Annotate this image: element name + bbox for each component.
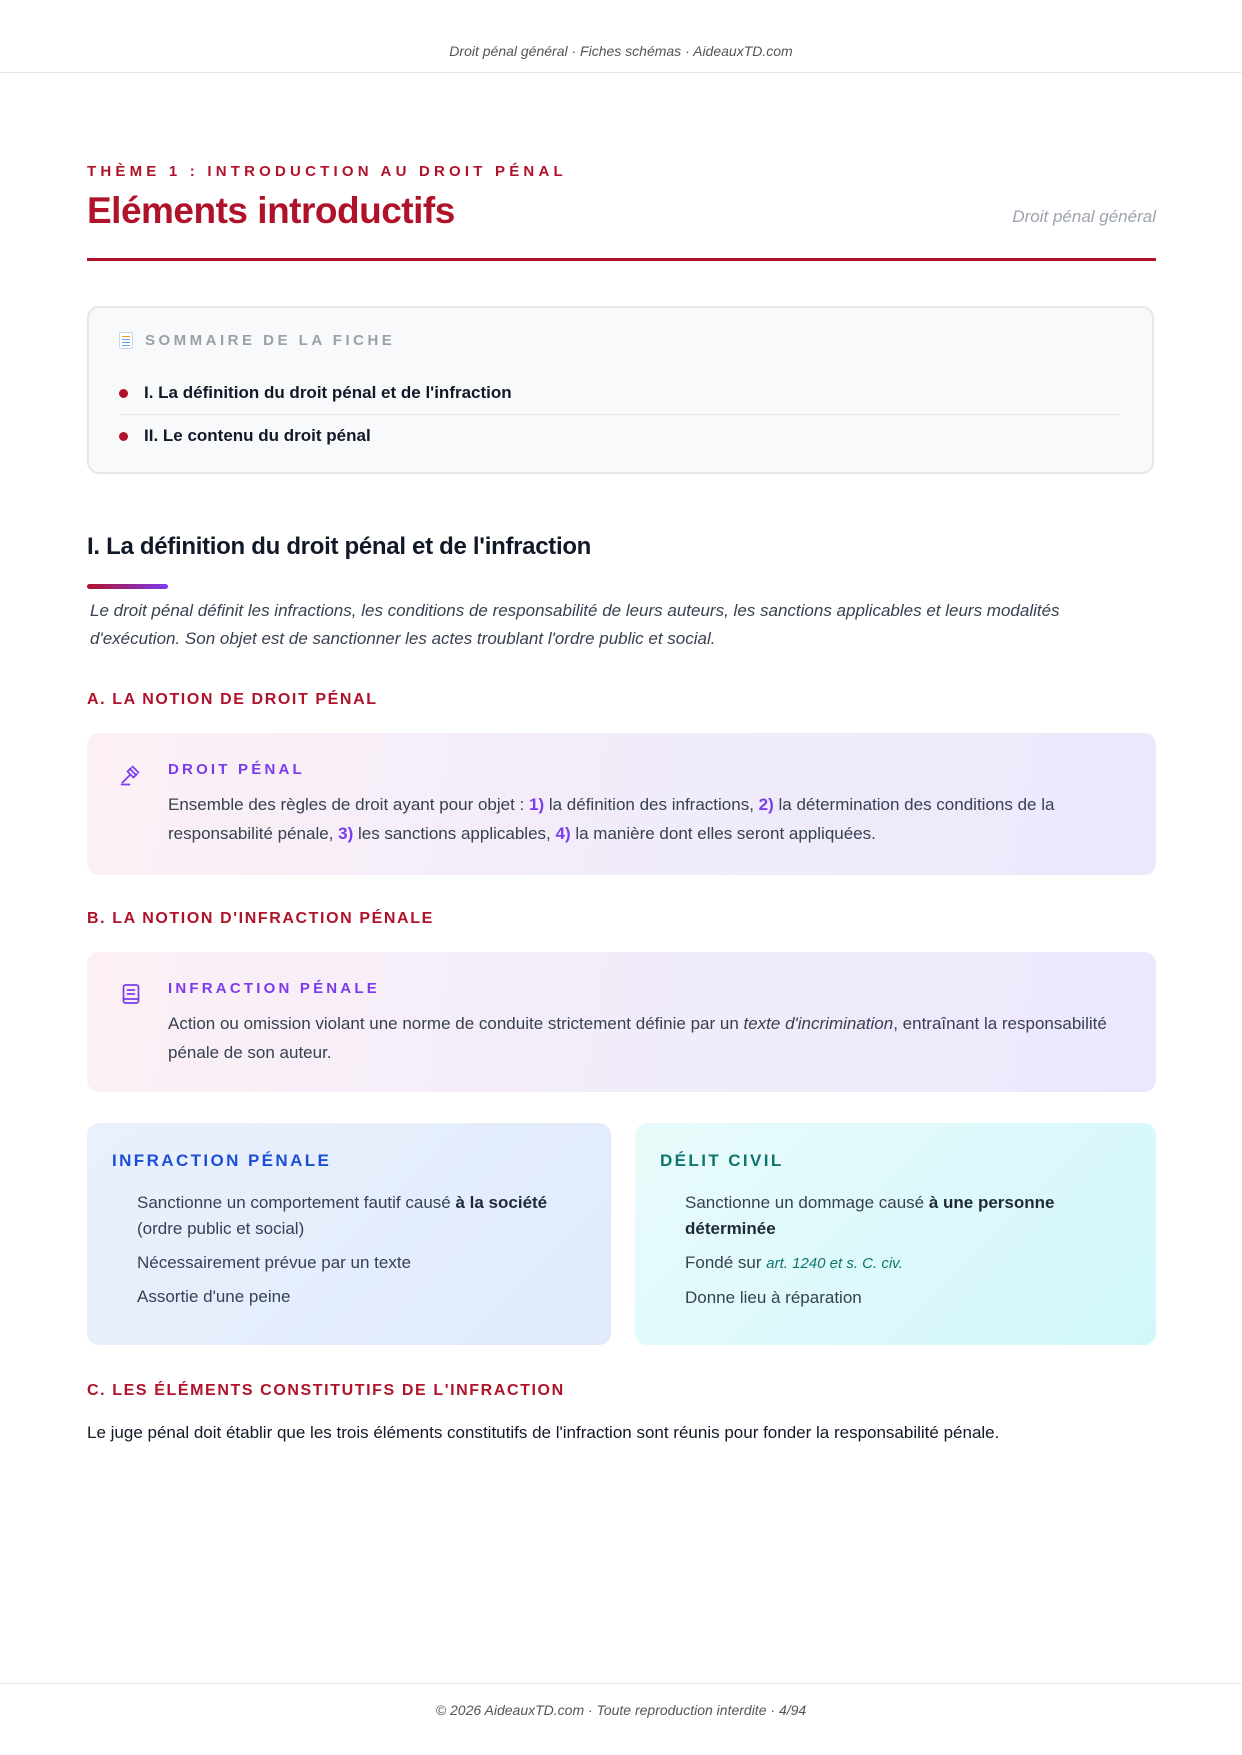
bullet-dot-icon — [119, 432, 128, 441]
definition-label: DROIT PÉNAL — [168, 761, 305, 778]
section-title: I. La définition du droit pénal et de l'infraction — [87, 533, 592, 560]
footer-text: © 2026 AideauxTD.com · Toute reproduction interdite · 4/94 — [435, 1702, 807, 1718]
toc-heading — [119, 332, 395, 349]
compare-title: INFRACTION PÉNALE — [112, 1151, 332, 1170]
book-icon — [119, 982, 143, 1006]
toc-item-1[interactable] — [119, 372, 1121, 414]
bullet-dot-icon — [119, 389, 128, 398]
definition-card-droit-penal — [87, 733, 1156, 875]
definition-label: INFRACTION PÉNALE — [168, 980, 380, 997]
compare-list — [685, 1190, 1125, 1319]
page-title: Eléments introductifs — [87, 190, 455, 231]
compare-list — [137, 1190, 577, 1318]
list-item: Sanctionne un dommage causé à une personne déterminée — [685, 1193, 1055, 1238]
toc-item-label: I. La définition du droit pénal et de l'infraction — [144, 383, 512, 402]
list-item: Nécessairement prévue par un texte — [137, 1253, 412, 1272]
subsection-c-heading: C. LES ÉLÉMENTS CONSTITUTIFS DE L'INFRACTION — [87, 1382, 565, 1399]
body-paragraph: Le juge pénal doit établir que les trois éléments constitutifs de l'infraction sont réunis pour fonder la responsabilité pénale. — [87, 1423, 1000, 1442]
theme-kicker: THÈME 1 : INTRODUCTION AU DROIT PÉNAL — [87, 163, 567, 180]
list-item: Assortie d'une peine — [137, 1287, 291, 1306]
compare-card-infraction-penale — [87, 1123, 611, 1345]
running-header: Droit pénal général · Fiches schémas · AideauxTD.com — [449, 43, 793, 59]
gavel-icon — [119, 763, 143, 787]
section-intro: Le droit pénal définit les infractions, les conditions de responsabilité de leurs auteurs, les sanctions applicables et leurs modalités d'exécution. Son objet est de sanctionner les actes troublant l'ordre public et social. — [90, 601, 1060, 648]
page-number: 4/94 — [778, 1702, 807, 1718]
subsection-b-heading: B. LA NOTION D'INFRACTION PÉNALE — [87, 910, 434, 927]
copyright-notice: © 2026 AideauxTD.com · Toute reproduction interdite — [435, 1702, 767, 1718]
toc-list — [119, 372, 1121, 457]
table-of-contents — [87, 306, 1154, 474]
bookmark-tabs-icon — [119, 332, 133, 349]
page-footer — [0, 1683, 1242, 1755]
legal-reference: art. 1240 et s. C. civ. — [766, 1255, 903, 1272]
compare-title: DÉLIT CIVIL — [660, 1151, 784, 1170]
subsection-a-heading: A. LA NOTION DE DROIT PÉNAL — [87, 691, 378, 708]
compare-card-delit-civil — [635, 1123, 1156, 1345]
list-item: Sanctionne un comportement fautif causé à la société (ordre public et social) — [137, 1193, 548, 1238]
page-header — [0, 0, 1242, 73]
list-item: Donne lieu à réparation — [685, 1288, 862, 1307]
list-item: Fondé sur art. 1240 et s. C. civ. — [685, 1253, 903, 1272]
toc-heading-label: SOMMAIRE DE LA FICHE — [145, 332, 396, 349]
title-divider — [87, 258, 1156, 261]
subject-label: Droit pénal général — [1012, 207, 1156, 226]
definition-text: Ensemble des règles de droit ayant pour objet : 1) la définition des infractions, 2) la détermination des conditions de la responsabilité pénale, 3) les sanctions applicables, 4) la manière dont elles seront appliquées. — [168, 795, 1055, 843]
definition-card-infraction — [87, 952, 1156, 1092]
section-accent-bar — [87, 584, 168, 589]
definition-text: Action ou omission violant une norme de conduite strictement définie par un texte d'incrimination, entraînant la responsabilité pénale de son auteur. — [168, 1014, 1107, 1062]
toc-item-2[interactable] — [119, 414, 1121, 457]
toc-item-label: II. Le contenu du droit pénal — [144, 426, 371, 445]
